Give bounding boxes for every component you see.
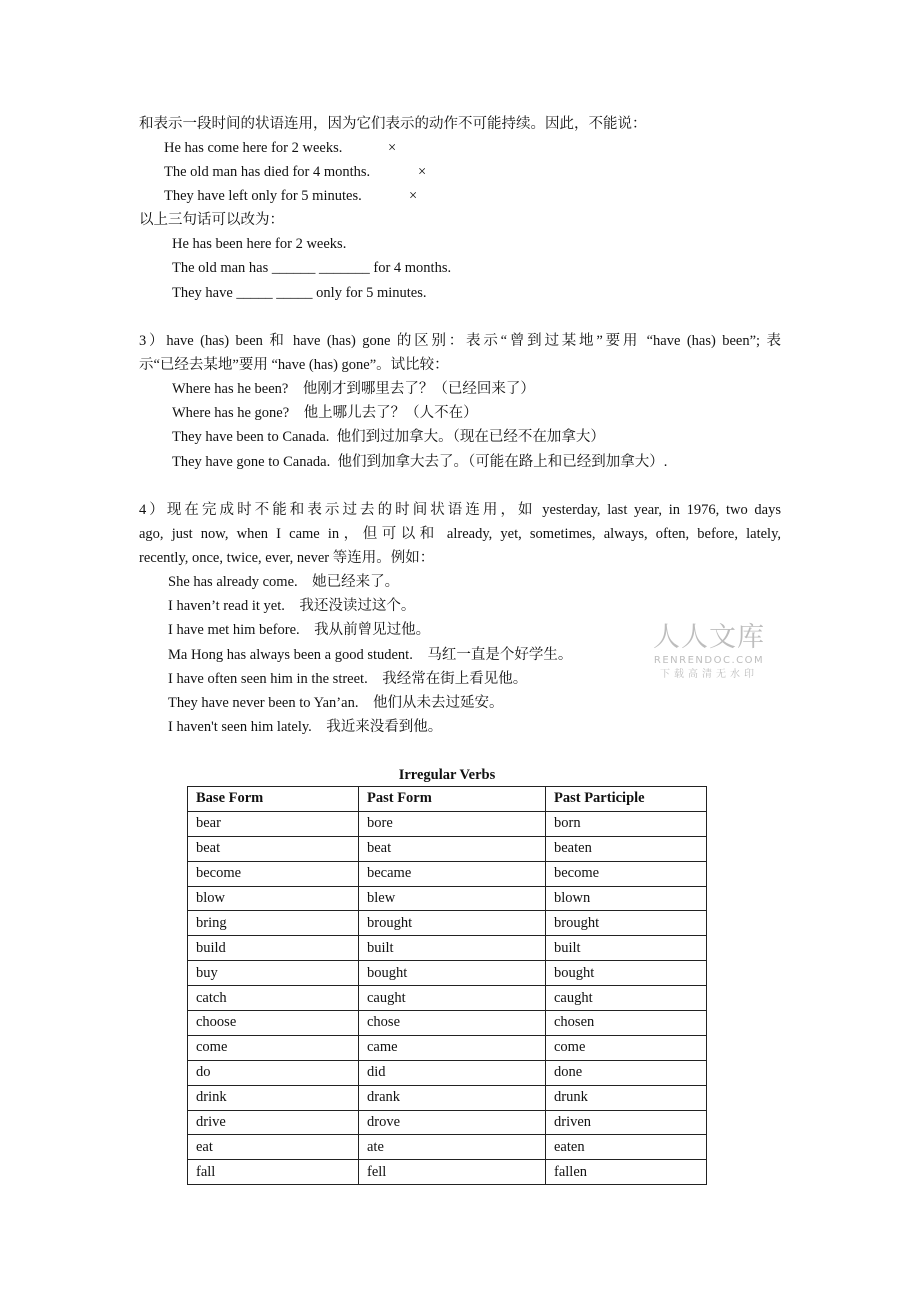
paragraph-intro: 和表示一段时间的状语连用，因为它们表示的动作不可能持续。因此，不能说： [139,116,647,132]
example-text: They have left only for 5 minutes. [164,188,362,204]
cell-past-form: beat [359,836,546,861]
wrong-mark: × [388,140,397,156]
cell-past-participle: chosen [546,1011,707,1036]
cell-base-form: buy [188,961,359,986]
cell-past-participle: caught [546,986,707,1011]
table-row [188,986,707,1011]
irregular-verbs-table [187,786,707,1185]
cell-base-form: drive [188,1110,359,1135]
cell-base-form: come [188,1035,359,1060]
watermark-logo [646,622,772,682]
section4-line2: ago, just now, when I came in，但可以和 already, yet, sometimes, always, often, before, lately, [139,526,781,542]
cell-base-form: eat [188,1135,359,1160]
watermark-title: 人人文库 [653,622,765,653]
cell-base-form: become [188,861,359,886]
cell-past-participle: beaten [546,836,707,861]
usage-example: I have met him before. 我从前曾见过他。 [168,622,431,638]
comparison-example: Where has he been? 他刚才到哪里去了？（已经回来了） [172,381,535,397]
example-text: He has come here for 2 weeks. [164,140,343,156]
table-row [188,1011,707,1036]
table-row [188,1060,707,1085]
table-row [188,1085,707,1110]
cell-past-form: built [359,936,546,961]
cell-past-participle: brought [546,911,707,936]
cell-past-form: blew [359,886,546,911]
table-row [188,961,707,986]
comparison-example: They have been to Canada. 他们到过加拿大。（现在已经不在加拿大） [172,429,605,445]
cell-past-participle: done [546,1060,707,1085]
cell-past-participle: blown [546,886,707,911]
table-row [188,886,707,911]
table-row [188,836,707,861]
cell-past-form: caught [359,986,546,1011]
correction-intro: 以上三句话可以改为： [139,212,284,228]
wrong-mark: × [409,188,418,204]
watermark-subtitle: 下载高清无水印 [660,669,758,680]
table-title: Irregular Verbs [398,767,496,783]
cell-past-participle: eaten [546,1135,707,1160]
usage-example: Ma Hong has always been a good student. 马红一直是个好学生。 [168,647,573,663]
cell-base-form: fall [188,1160,359,1185]
wrong-example [164,162,370,182]
cell-past-form: ate [359,1135,546,1160]
usage-example: I haven't seen him lately. 我近来没看到他。 [168,719,443,735]
cell-base-form: do [188,1060,359,1085]
header-past-form: Past Form [359,787,546,812]
cell-past-participle: drunk [546,1085,707,1110]
cell-past-participle: born [546,811,707,836]
section3-heading-line1: 3）have (has) been 和 have (has) gone 的区别：表示“曾到过某地”要用 “have (has) been”; 表 [139,333,781,349]
usage-example: I have often seen him in the street. 我经常在街上看见他。 [168,671,528,687]
wrong-example [164,138,342,158]
table-row [188,811,707,836]
cell-base-form: build [188,936,359,961]
comparison-example: Where has he gone? 他上哪儿去了？（人不在） [172,405,478,421]
cell-past-form: did [359,1060,546,1085]
cell-past-participle: built [546,936,707,961]
usage-example: They have never been to Yan’an. 他们从未去过延安。 [168,695,504,711]
wrong-example [164,186,362,206]
cell-past-participle: come [546,1035,707,1060]
section4-line3: recently, once, twice, ever, never 等连用。例如： [139,550,435,566]
cell-past-form: brought [359,911,546,936]
comparison-example: They have gone to Canada. 他们到加拿大去了。（可能在路上和已经到加拿大）. [172,454,668,470]
example-text: The old man has died for 4 months. [164,164,371,180]
table-row [188,1110,707,1135]
table-row [188,1135,707,1160]
cell-past-participle: driven [546,1110,707,1135]
cell-base-form: bear [188,811,359,836]
cell-past-form: drank [359,1085,546,1110]
table-header-row [188,787,707,812]
cell-past-participle: fallen [546,1160,707,1185]
wrong-mark: × [418,164,427,180]
correction-sentence: They have _____ _____ only for 5 minutes. [172,285,427,301]
correction-sentence: He has been here for 2 weeks. [172,236,347,252]
cell-base-form: drink [188,1085,359,1110]
cell-base-form: bring [188,911,359,936]
cell-past-form: bought [359,961,546,986]
cell-past-form: bore [359,811,546,836]
cell-past-form: chose [359,1011,546,1036]
cell-past-form: fell [359,1160,546,1185]
table-row [188,911,707,936]
usage-example: She has already come. 她已经来了。 [168,574,400,590]
table-row [188,861,707,886]
header-base-form: Base Form [188,787,359,812]
cell-past-form: came [359,1035,546,1060]
cell-past-form: drove [359,1110,546,1135]
cell-past-form: became [359,861,546,886]
table-row [188,1035,707,1060]
section3-heading-line2: 示“已经去某地”要用 “have (has) gone”。试比较： [139,357,449,373]
section4-line1: 4）现在完成时不能和表示过去的时间状语连用，如 yesterday, last year, in 1976, two days [139,502,781,518]
cell-base-form: catch [188,986,359,1011]
cell-base-form: blow [188,886,359,911]
cell-past-participle: bought [546,961,707,986]
cell-base-form: beat [188,836,359,861]
header-past-participle: Past Participle [546,787,707,812]
table-row [188,936,707,961]
table-row [188,1160,707,1185]
cell-base-form: choose [188,1011,359,1036]
cell-past-participle: become [546,861,707,886]
correction-sentence: The old man has ______ _______ for 4 months. [172,260,452,276]
watermark-url: RENRENDOC.COM [653,655,765,666]
usage-example: I haven’t read it yet. 我还没读过这个。 [168,598,416,614]
